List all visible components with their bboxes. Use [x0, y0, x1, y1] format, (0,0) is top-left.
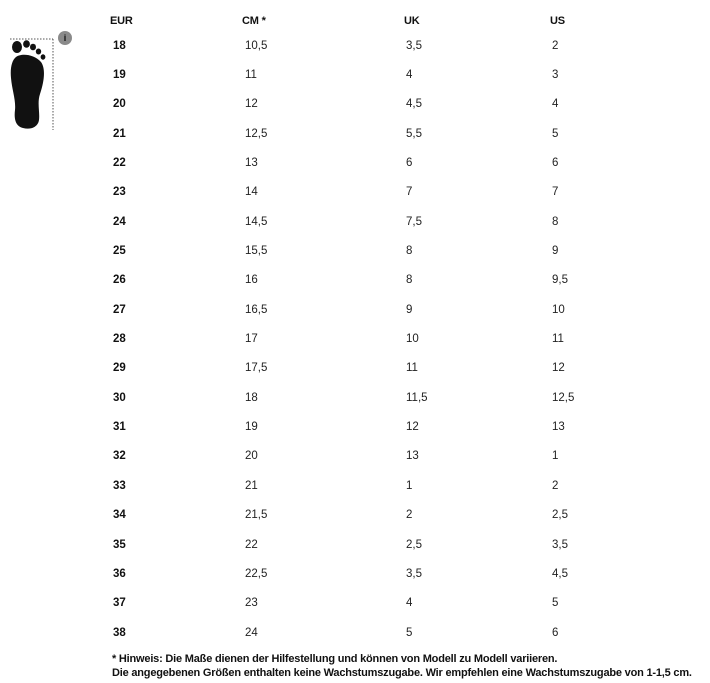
header-uk: UK [404, 15, 420, 27]
table-row [106, 589, 696, 618]
cell-cm: 22,5 [245, 567, 268, 580]
cell-uk: 7,5 [406, 215, 422, 228]
cell-cm: 17,5 [245, 362, 268, 375]
cell-uk: 11,5 [406, 391, 428, 404]
table-row [106, 31, 696, 60]
cell-us: 8 [552, 215, 559, 228]
cell-uk: 8 [406, 245, 413, 258]
table-row [106, 207, 696, 236]
cell-us: 6 [552, 626, 559, 639]
cell-us: 9 [552, 245, 559, 258]
cell-eur: 35 [113, 538, 126, 551]
cell-us: 1 [552, 450, 559, 463]
table-row [106, 501, 696, 530]
cell-cm: 23 [245, 597, 258, 610]
size-table-body [106, 31, 696, 647]
cell-eur: 19 [113, 69, 126, 82]
info-badge[interactable]: i [58, 31, 72, 45]
cell-eur: 32 [113, 450, 126, 463]
cell-cm: 22 [245, 538, 258, 551]
cell-us: 2 [552, 39, 559, 52]
header-cm: CM * [242, 15, 266, 27]
header-us: US [550, 15, 565, 27]
cell-eur: 31 [113, 421, 126, 434]
cell-uk: 2 [406, 509, 413, 522]
cell-us: 6 [552, 157, 559, 170]
cell-cm: 12,5 [245, 127, 268, 140]
cell-eur: 28 [113, 333, 126, 346]
cell-eur: 20 [113, 98, 126, 111]
cell-eur: 33 [113, 479, 126, 492]
table-row [106, 471, 696, 500]
table-row [106, 354, 696, 383]
cell-us: 4,5 [552, 567, 568, 580]
table-row [106, 442, 696, 471]
cell-uk: 10 [406, 333, 419, 346]
cell-uk: 4 [406, 597, 413, 610]
cell-uk: 4,5 [406, 98, 422, 111]
cell-uk: 5 [406, 626, 413, 639]
table-row [106, 90, 696, 119]
cell-cm: 14 [245, 186, 258, 199]
cell-cm: 13 [245, 157, 258, 170]
cell-cm: 21,5 [245, 509, 268, 522]
cell-eur: 34 [113, 509, 126, 522]
table-row [106, 618, 696, 647]
note-line-1: * Hinweis: Die Maße dienen der Hilfestellung und können von Modell zu Modell variieren. [112, 653, 558, 665]
cell-eur: 23 [113, 186, 126, 199]
cell-eur: 24 [113, 215, 126, 228]
cell-eur: 22 [113, 157, 126, 170]
cell-us: 7 [552, 186, 559, 199]
cell-eur: 21 [113, 127, 126, 140]
cell-cm: 11 [245, 69, 257, 82]
cell-eur: 27 [113, 303, 126, 316]
cell-cm: 24 [245, 626, 258, 639]
cell-us: 13 [552, 421, 565, 434]
note-line-2: Die angegebenen Größen enthalten keine Wachstumszugabe. Wir empfehlen eine Wachstumszugabe von 1-1,5 cm. [112, 667, 692, 679]
cell-us: 9,5 [552, 274, 568, 287]
cell-us: 4 [552, 98, 559, 111]
cell-us: 12,5 [552, 391, 575, 404]
size-chart-table [106, 11, 696, 647]
cell-cm: 20 [245, 450, 258, 463]
foot-measure-icon [4, 30, 76, 134]
cell-uk: 3,5 [406, 567, 422, 580]
cell-uk: 4 [406, 69, 413, 82]
cell-eur: 29 [113, 362, 126, 375]
cell-us: 3 [552, 69, 559, 82]
table-row [106, 148, 696, 177]
cell-eur: 36 [113, 567, 126, 580]
table-row [106, 236, 696, 265]
cell-uk: 9 [406, 303, 413, 316]
table-row [106, 266, 696, 295]
size-note [112, 652, 710, 680]
cell-us: 12 [552, 362, 565, 375]
cell-us: 5 [552, 597, 559, 610]
cell-uk: 13 [406, 450, 419, 463]
foot-measure-figure [4, 30, 76, 134]
table-row [106, 383, 696, 412]
cell-uk: 5,5 [406, 127, 422, 140]
cell-uk: 11 [406, 362, 418, 375]
cell-eur: 37 [113, 597, 126, 610]
table-row [106, 324, 696, 353]
cell-us: 2 [552, 479, 559, 492]
cell-eur: 26 [113, 274, 126, 287]
cell-uk: 2,5 [406, 538, 422, 551]
cell-uk: 1 [406, 479, 413, 492]
cell-us: 10 [552, 303, 565, 316]
table-row [106, 119, 696, 148]
header-eur: EUR [110, 15, 133, 27]
cell-uk: 8 [406, 274, 413, 287]
cell-cm: 17 [245, 333, 258, 346]
cell-eur: 30 [113, 391, 126, 404]
table-row [106, 530, 696, 559]
cell-uk: 6 [406, 157, 413, 170]
cell-cm: 16,5 [245, 303, 268, 316]
cell-cm: 19 [245, 421, 258, 434]
cell-us: 5 [552, 127, 559, 140]
cell-uk: 3,5 [406, 39, 422, 52]
table-header-row [106, 11, 696, 31]
cell-cm: 16 [245, 274, 258, 287]
cell-us: 3,5 [552, 538, 568, 551]
cell-cm: 14,5 [245, 215, 268, 228]
cell-eur: 25 [113, 245, 126, 258]
cell-us: 2,5 [552, 509, 568, 522]
cell-us: 11 [552, 333, 564, 346]
table-row [106, 295, 696, 324]
table-row [106, 412, 696, 441]
cell-cm: 18 [245, 391, 258, 404]
cell-uk: 12 [406, 421, 419, 434]
table-row [106, 178, 696, 207]
cell-cm: 12 [245, 98, 258, 111]
table-row [106, 60, 696, 89]
cell-cm: 10,5 [245, 39, 268, 52]
cell-cm: 21 [245, 479, 258, 492]
cell-eur: 18 [113, 39, 126, 52]
cell-eur: 38 [113, 626, 126, 639]
cell-cm: 15,5 [245, 245, 268, 258]
cell-uk: 7 [406, 186, 413, 199]
table-row [106, 559, 696, 588]
